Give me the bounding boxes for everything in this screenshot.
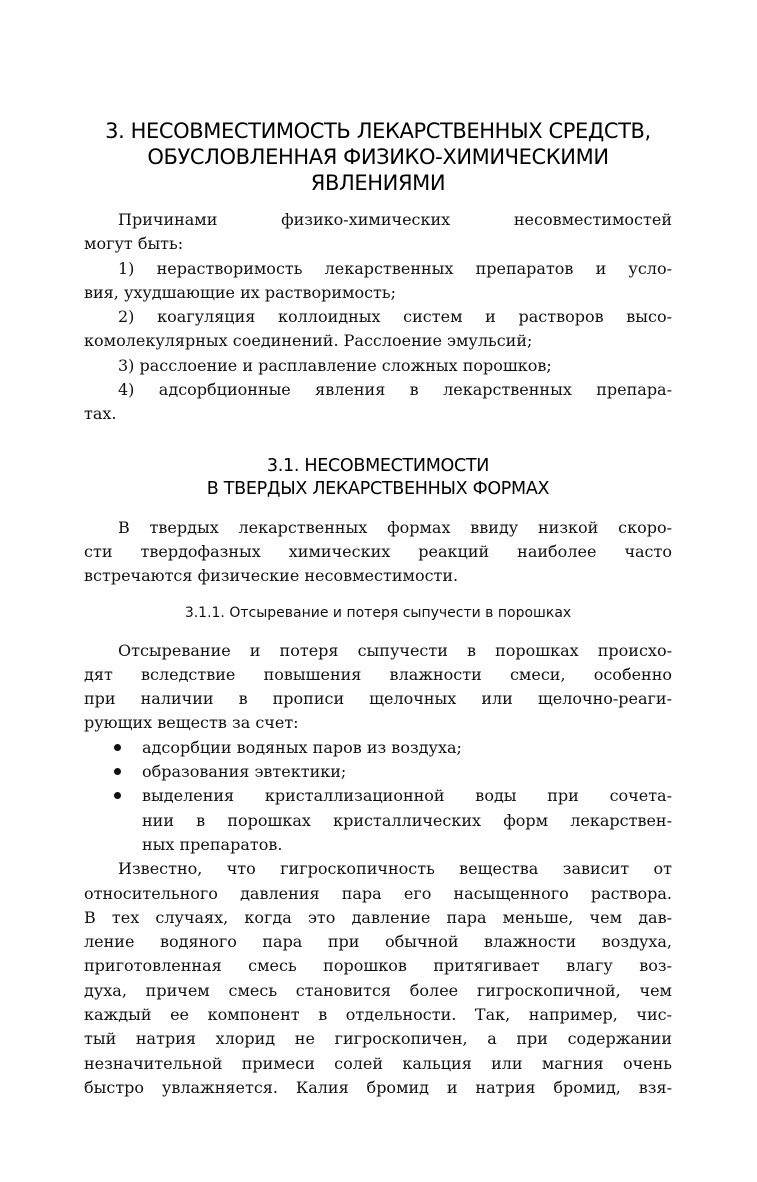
chapter-title-line: 3. НЕСОВМЕСТИМОСТЬ ЛЕКАРСТВЕННЫХ СРЕДСТВ, <box>105 119 651 143</box>
book-page <box>84 118 672 1100</box>
text-line: Причинами физико-химических несовместимостей <box>118 210 672 229</box>
dampness-paragraph <box>84 639 672 736</box>
bullet-icon <box>114 768 121 775</box>
text-line: быстро увлажняется. Калия бромид и натрия бромид, взя- <box>84 1077 672 1097</box>
list-item-line: 2) коагуляция коллоидных систем и растворов высо- <box>118 307 672 327</box>
subsection-title: 3.1.1. Отсыревание и потеря сыпучести в порошках <box>184 604 572 621</box>
section-title-line: 3.1. НЕСОВМЕСТИМОСТИ <box>266 455 490 476</box>
bullet-item <box>84 736 672 760</box>
text-line: Отсыревание и потеря сыпучести в порошках происхо- <box>118 640 672 660</box>
chapter-title-line: ЯВЛЕНИЯМИ <box>310 171 446 195</box>
text-line: В твердых лекарственных формах ввиду низкой скоро- <box>118 517 672 537</box>
text-line: тый натрия хлорид не гигроскопичен, а при содержании <box>84 1029 672 1049</box>
text-line: духа, причем смесь становится более гигроскопичной, чем <box>84 980 672 1000</box>
text-line: приготовленная смесь порошков притягивает влагу воз- <box>84 956 672 976</box>
text-line: относительного давления пара его насыщенного раствора. <box>84 883 672 903</box>
text-line: рующих веществ за счет: <box>84 713 299 733</box>
list-item-line: 4) адсорбционные явления в лекарственных препара- <box>118 380 672 400</box>
list-item-line: вия, ухудшающие их растворимость; <box>84 282 396 302</box>
text-line: встречаются физические несовместимости. <box>84 566 459 586</box>
hygroscopicity-paragraph <box>84 857 672 1100</box>
intro-paragraph <box>84 208 672 257</box>
list-item-line: комолекулярных соединений. Расслоение эмульсий; <box>84 331 533 351</box>
text-line: Известно, что гигроскопичность вещества зависит от <box>118 859 672 879</box>
bullet-line: выделения кристаллизационной воды при сочета- <box>142 786 672 806</box>
text-line: ление водяного пара при обычной влажности воздуха, <box>84 932 672 952</box>
bullet-icon <box>114 792 121 799</box>
bullet-icon <box>114 744 121 751</box>
chapter-title <box>84 118 672 196</box>
text-line: В тех случаях, когда это давление пара меньше, чем дав- <box>84 907 672 927</box>
bullet-item <box>84 784 672 857</box>
chapter-title-line: ОБУСЛОВЛЕННАЯ ФИЗИКО-ХИМИЧЕСКИМИ <box>147 145 609 169</box>
bullet-line: образования эвтектики; <box>142 762 347 782</box>
list-item-line: тах. <box>84 404 117 424</box>
text-line: сти твердофазных химических реакций наиболее часто <box>84 541 672 561</box>
text-line: каждый ее компонент в отдельности. Так, например, чис- <box>84 1005 672 1025</box>
bullet-item <box>84 760 672 784</box>
section-title <box>84 455 672 501</box>
text-line: дят вследствие повышения влажности смеси, особенно <box>84 664 672 684</box>
text-line: могут быть: <box>84 234 184 254</box>
bullet-line: адсорбции водяных паров из воздуха; <box>142 737 462 757</box>
bullet-line: нии в порошках кристаллических форм лекарствен- <box>142 810 672 830</box>
bullet-list <box>84 736 672 857</box>
text-line: незначительной примеси солей кальция или магния очень <box>84 1053 672 1073</box>
solid-forms-paragraph <box>84 516 672 589</box>
bullet-line: ных препаратов. <box>142 834 283 854</box>
text-line: при наличии в прописи щелочных или щелочно-реаги- <box>84 689 672 709</box>
list-item-line: 3) расслоение и расплавление сложных порошков; <box>118 355 552 375</box>
section-title-line: В ТВЕРДЫХ ЛЕКАРСТВЕННЫХ ФОРМАХ <box>206 478 550 499</box>
causes-list <box>84 257 672 427</box>
list-item-line: 1) нерастворимость лекарственных препаратов и усло- <box>118 258 672 278</box>
